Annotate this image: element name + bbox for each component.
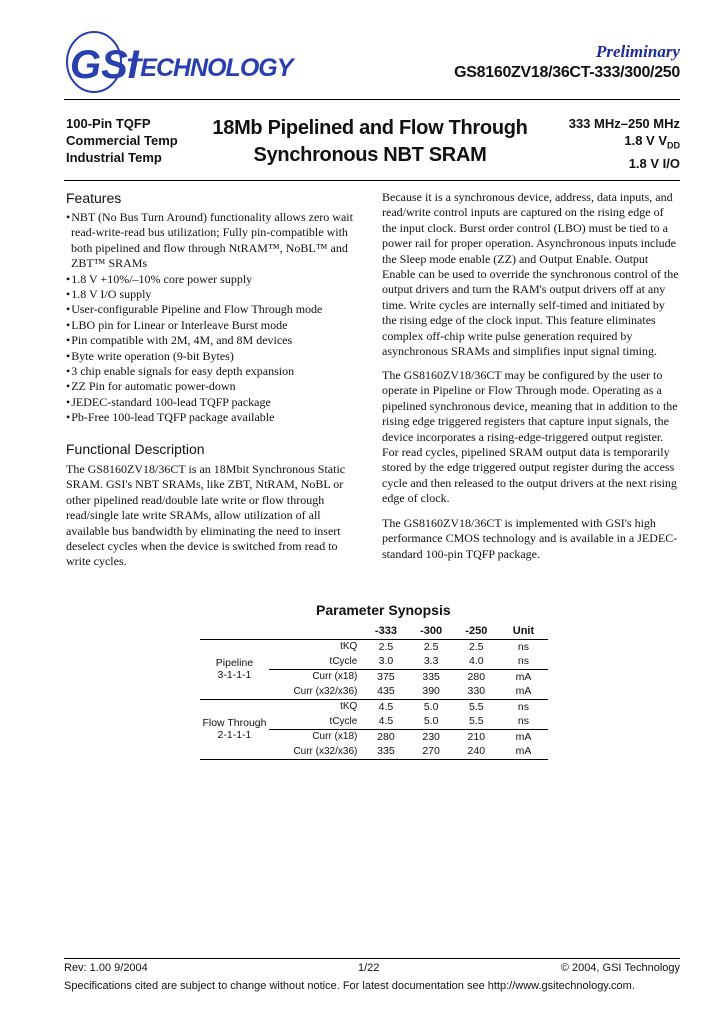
feature-item: • Pb-Free 100-lead TQFP package available [66, 410, 356, 425]
parameter-label: tKQ [340, 641, 358, 653]
gsi-logo-mark [66, 30, 293, 94]
feature-item: • LBO pin for Linear or Interleave Burst mode [66, 318, 356, 333]
parameter-value: 270 [409, 744, 454, 759]
parameter-label: Curr (x32/x36) [269, 744, 363, 759]
feature-item: • Pin compatible with 2M, 4M, and 8M devices [66, 333, 356, 348]
functional-description-heading: Functional Description [66, 441, 205, 457]
header-blank [200, 624, 269, 639]
parameter-unit: mA [515, 730, 532, 743]
features-list [66, 210, 356, 426]
parameter-value: 4.5 [378, 700, 394, 713]
parameter-label: tCycle [269, 714, 363, 729]
parameter-unit: mA [499, 744, 548, 759]
package-type: 100-Pin TQFP [66, 116, 151, 131]
functional-description-text: The GS8160ZV18/36CT is an 18Mbit Synchronous Static SRAM. GSI's NBT SRAMs, like ZBT, NtRAM, NoBL or other pipelined read/double late write or flow through read/single late write SRAMs, allow utilization of all available bus bandwidth by eliminating the need to insert deselect cycles when the device is switched from read to write cycles. [66, 462, 346, 569]
table-header-row [200, 624, 548, 639]
temp-commercial: Commercial Temp [66, 133, 178, 148]
column-header: -300 [409, 624, 454, 639]
parameter-value: 435 [363, 684, 408, 699]
parameter-unit: mA [499, 684, 548, 699]
group-name [200, 699, 269, 759]
package-info [66, 115, 178, 166]
parameter-value: 4.0 [454, 654, 499, 669]
column-header: -333 [363, 624, 408, 639]
feature-item: • 3 chip enable signals for easy depth expansion [66, 364, 356, 379]
description-paragraph-1: Because it is a synchronous device, address, data inputs, and read/write control inputs are captured on the rising edge of the input clock. Burst order control (LBO) must be tied to a power rail for proper operation. Asynchronous inputs include the Sleep mode enable (ZZ) and Output Enable. Output Enable can be used to override the synchronous control of the output drivers and turn the RAM's output drivers off at any time. Write cycles are internally self-timed and initiated by the rising edge of the clock input. This feature eliminates complex off-chip write pulse generation required by asynchronous SRAMs and simplifies input signal timing. [382, 190, 679, 359]
header-divider [64, 99, 680, 100]
feature-item: • 1.8 V +10%/–10% core power supply [66, 272, 356, 287]
parameter-value: 5.0 [423, 700, 439, 713]
footer-notice: Specifications cited are subject to change without notice. For latest documentation see http://www.gsitechnology.com. [64, 980, 635, 992]
header-blank [269, 624, 363, 639]
vio-spec: 1.8 V I/O [628, 155, 680, 171]
title-line-1: 18Mb Pipelined and Flow Through [212, 117, 528, 139]
description-paragraph-2: The GS8160ZV18/36CT may be configured by the user to operate in Pipeline or Flow Through mode. Operating as a pipelined synchronous device, meaning that in addition to the rising edge triggered registers that capture input signals, the device incorporates a rising-edge-triggered output register. For read cycles, pipelined SRAM output data is temporarily stored by the edge triggered output register during the access cycle and then released to the output drivers at the next rising edge of clock. [382, 368, 678, 506]
features-heading: Features [66, 190, 122, 206]
parameter-value: 2.5 [469, 640, 484, 653]
parameter-value: 230 [422, 730, 440, 743]
logo-gsi-text: GSI [70, 43, 139, 87]
temp-industrial: Industrial Temp [66, 150, 162, 165]
revision: Rev: 1.00 9/2004 [64, 962, 148, 974]
parameter-label: Curr (x18) [312, 731, 358, 743]
parameter-unit: ns [517, 640, 529, 653]
column-header: -250 [454, 624, 499, 639]
parameter-value: 375 [377, 670, 395, 683]
parameter-value: 3.0 [363, 654, 408, 669]
parameter-unit: ns [499, 714, 548, 729]
table-row [200, 639, 548, 654]
group-name-line-1: Pipeline [215, 657, 254, 669]
parameter-value: 5.5 [454, 714, 499, 729]
gsi-logo [66, 30, 293, 94]
description-paragraph-3: The GS8160ZV18/36CT is implemented with GSI's high performance CMOS technology and is available in a JEDEC-standard 100-pin TQFP package. [382, 516, 678, 561]
feature-item: • 1.8 V I/O supply [66, 287, 356, 302]
parameter-label: tKQ [340, 701, 358, 713]
feature-item: • ZZ Pin for automatic power-down [66, 379, 356, 394]
subheader-divider [64, 180, 680, 181]
feature-item: • JEDEC-standard 100-lead TQFP package [66, 395, 356, 410]
parameter-value: 330 [454, 684, 499, 699]
parameter-value: 3.3 [409, 654, 454, 669]
parameter-value: 5.0 [409, 714, 454, 729]
vdd-spec: 1.8 V $V_{DD}$ [624, 133, 680, 151]
column-header: Unit [499, 624, 548, 639]
feature-item: • User-configurable Pipeline and Flow Through mode [66, 302, 356, 317]
title-line-2: Synchronous NBT SRAM [253, 144, 487, 166]
feature-item: • NBT (No Bus Turn Around) functionality allows zero wait read-write-read bus utilization; Fully pin-compatible with both pipelined and flow through NtRAM™, NoBL™ and ZBT™ SRAMs [66, 210, 356, 272]
parameter-unit: mA [515, 670, 532, 683]
parameter-synopsis-title: Parameter Synopsis [316, 602, 451, 618]
parameter-value: 280 [377, 730, 395, 743]
parameter-value: 335 [363, 744, 408, 759]
page-number: 1/22 [358, 962, 380, 974]
parameter-label: tCycle [269, 654, 363, 669]
parameter-value: 4.5 [363, 714, 408, 729]
feature-item: • Byte write operation (9-bit Bytes) [66, 349, 356, 364]
parameter-unit: ns [517, 700, 529, 713]
parameter-value: 240 [454, 744, 499, 759]
group-name-line-1: Flow Through [202, 717, 267, 729]
logo-technology-text: TECHNOLOGY [126, 54, 293, 82]
parameter-label: Curr (x32/x36) [269, 684, 363, 699]
group-name-line-2: 2-1-1-1 [217, 729, 252, 741]
parameter-value: 280 [467, 670, 486, 683]
table-row [200, 699, 548, 714]
parameter-unit: ns [499, 654, 548, 669]
part-number: GS8160ZV18/36CT-333/300/250 [454, 64, 680, 81]
parameter-value: 2.5 [423, 640, 439, 653]
parameter-value: 210 [467, 730, 486, 743]
group-name-line-2: 3-1-1-1 [217, 669, 252, 681]
frequency-range: 333 MHz–250 MHz [568, 116, 680, 131]
status-label: Preliminary [595, 42, 680, 61]
electrical-summary [569, 115, 680, 172]
footer-divider [64, 958, 680, 959]
parameter-value: 335 [422, 670, 440, 683]
group-name [200, 639, 269, 699]
parameter-synopsis-table [200, 624, 548, 760]
parameter-value: 390 [409, 684, 454, 699]
parameter-value: 2.5 [378, 640, 394, 653]
parameter-label: Curr (x18) [312, 671, 358, 683]
parameter-value: 5.5 [469, 700, 484, 713]
copyright: © 2004, GSI Technology [560, 962, 680, 974]
document-title [200, 115, 540, 169]
